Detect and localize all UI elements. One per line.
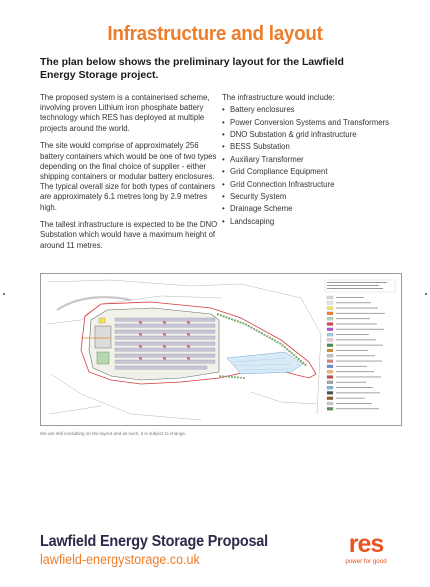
legend-label xyxy=(336,318,370,319)
legend-swatch xyxy=(327,386,333,389)
plan-legend xyxy=(325,280,395,410)
legend-label xyxy=(336,308,378,309)
site-plan-drawing xyxy=(41,274,403,427)
list-item: • Battery enclosures xyxy=(222,104,402,116)
logo-tagline: power for good xyxy=(345,558,387,565)
list-item: • DNO Substation & grid infrastructure xyxy=(222,129,402,141)
legend-swatch xyxy=(327,370,333,373)
description-column xyxy=(40,93,218,258)
legend-swatch xyxy=(327,296,333,299)
legend-label xyxy=(336,350,368,351)
legend-swatch xyxy=(327,349,333,352)
legend-label xyxy=(336,345,383,346)
margin-mark-right xyxy=(425,293,427,295)
legend-swatch xyxy=(327,365,333,368)
legend-label xyxy=(336,355,375,356)
legend-label xyxy=(336,408,379,409)
legend-swatch xyxy=(327,301,333,304)
res-logo xyxy=(338,532,394,572)
project-website-link[interactable]: lawfield-energystorage.co.uk xyxy=(40,552,200,567)
legend-swatch xyxy=(327,360,333,363)
legend-swatch xyxy=(327,307,333,310)
paragraph-system: The proposed system is a containerised scheme, involving proven Lithium iron phosphate battery technology which RES has deployed at multiple projects around the world. xyxy=(40,93,210,133)
legend-swatch xyxy=(327,323,333,326)
legend-swatch xyxy=(327,391,333,394)
legend-swatch xyxy=(327,333,333,336)
legend-label xyxy=(336,324,377,325)
list-item: • BESS Substation xyxy=(222,141,402,153)
legend-label xyxy=(336,403,372,404)
infrastructure-intro: The infrastructure would include: xyxy=(222,93,335,102)
legend-label xyxy=(336,366,367,367)
list-item: • Security System xyxy=(222,191,402,203)
legend-swatch xyxy=(327,402,333,405)
legend-label xyxy=(336,392,380,393)
legend-swatch xyxy=(327,354,333,357)
page-subtitle: The plan below shows the preliminary layout for the Lawfield Energy Storage project. xyxy=(40,56,344,81)
list-item: • Drainage Scheme xyxy=(222,203,402,215)
legend-swatch xyxy=(327,376,333,379)
legend-label xyxy=(336,329,384,330)
legend-label xyxy=(336,339,376,340)
legend-label xyxy=(336,398,365,399)
legend-swatch xyxy=(327,407,333,410)
legend-label xyxy=(336,371,374,372)
legend-label xyxy=(336,313,385,314)
page-title: Infrastructure and layout xyxy=(107,22,323,45)
battery-enclosures xyxy=(115,318,215,369)
legend-swatch xyxy=(327,312,333,315)
legend-label xyxy=(336,387,373,388)
legend-swatch xyxy=(327,381,333,384)
paragraph-height: The tallest infrastructure is expected to be the DNO Substation which would have a maximum height of around 11 metres. xyxy=(40,220,218,250)
list-item: • Auxiliary Transformer xyxy=(222,154,402,166)
legend-swatch xyxy=(327,344,333,347)
list-item: • Grid Connection Infrastructure xyxy=(222,179,402,191)
legend-label xyxy=(336,302,371,303)
margin-mark-left xyxy=(3,293,5,295)
dno-substation xyxy=(95,326,111,348)
list-item: • Landscaping xyxy=(222,216,402,228)
legend-swatch xyxy=(327,338,333,341)
auxiliary-transformer xyxy=(99,318,105,323)
project-title: Lawfield Energy Storage Proposal xyxy=(40,533,268,550)
list-item: • Power Conversion Systems and Transformers xyxy=(222,117,402,129)
bess-substation xyxy=(97,352,109,364)
legend-label xyxy=(336,361,382,362)
site-layout-plan xyxy=(40,273,402,426)
infrastructure-column xyxy=(222,93,402,228)
legend-swatch xyxy=(327,397,333,400)
legend-label xyxy=(336,377,381,378)
logo-wordmark: res xyxy=(348,530,384,558)
paragraph-containers: The site would comprise of approximately 256 battery containers which would be one of two types depending on the final choice of supplier - either shipping containers or modular battery enclosures. The typical overall size for both types of containers are approximately 6.1 metres long by 2.9 metres high. xyxy=(40,141,217,212)
legend-label xyxy=(336,382,366,383)
legend-swatch xyxy=(327,328,333,331)
infrastructure-list xyxy=(222,104,402,228)
legend-label xyxy=(336,297,364,298)
legend-swatch xyxy=(327,317,333,320)
list-item: • Grid Compliance Equipment xyxy=(222,166,402,178)
drainage-basin xyxy=(227,352,303,374)
legend-label xyxy=(336,334,369,335)
plan-caption: We are still consulting on the layout and as such, it is subject to change. xyxy=(40,431,187,436)
